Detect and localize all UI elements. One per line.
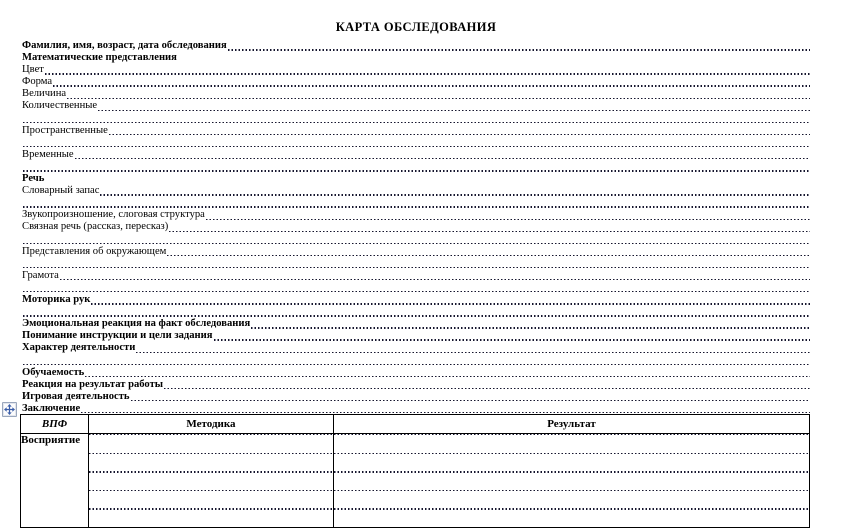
form-line: [22, 342, 810, 354]
form-line-label: Грамота: [22, 269, 59, 281]
form-line-label: Характер деятельности: [22, 342, 136, 354]
form-line: [22, 113, 810, 125]
dotted-leader: [98, 110, 810, 111]
form-line: [22, 197, 810, 209]
table-header-row: [21, 415, 810, 434]
form-line: [22, 209, 810, 221]
form-line: [22, 221, 810, 233]
dotted-leader: [67, 98, 810, 99]
dotted-leader: [334, 434, 809, 435]
form-line-label: Словарный запас: [22, 185, 100, 197]
form-line: [22, 40, 810, 52]
table-header-method: Методика: [89, 415, 334, 434]
dotted-leader: [334, 471, 809, 472]
form-line-label: Цвет: [22, 64, 44, 76]
dotted-leader: [131, 400, 810, 401]
form-line-label: Реакция на результат работы: [22, 378, 164, 390]
form-line-label: Понимание инструкции и цели задания: [22, 330, 213, 342]
form-line-label: Моторика рук: [22, 293, 91, 305]
form-line-label: Математические представления: [22, 52, 177, 64]
form-line: [22, 270, 810, 282]
dotted-leader: [89, 490, 333, 491]
dotted-leader: [53, 85, 810, 86]
document-title: КАРТА ОБСЛЕДОВАНИЯ: [335, 20, 497, 34]
four-arrows-move-icon: [4, 404, 15, 415]
table-cell-category: Восприятие: [21, 434, 89, 528]
dotted-leader: [169, 231, 810, 232]
form-line: [22, 306, 810, 318]
form-line: [22, 258, 810, 270]
form-line: [22, 149, 810, 161]
dotted-leader: [91, 303, 810, 304]
table-cell-method[interactable]: [89, 434, 334, 528]
form-line-label: Связная речь (рассказ, пересказ): [22, 221, 169, 233]
form-line: [22, 76, 810, 88]
dotted-leader: [23, 170, 810, 171]
form-line: [22, 161, 810, 173]
dotted-leader: [23, 291, 810, 292]
form-line: [22, 52, 810, 64]
dotted-leader: [23, 267, 810, 268]
form-line: [22, 64, 810, 76]
dotted-leader: [167, 255, 810, 256]
dotted-leader: [206, 219, 810, 220]
form-line-label: Звукопроизношение, слоговая структура: [22, 209, 205, 221]
dotted-leader: [228, 49, 810, 50]
dotted-leader: [334, 508, 809, 509]
table-move-handle[interactable]: [2, 402, 17, 417]
dotted-leader: [251, 327, 810, 328]
dotted-leader: [23, 243, 810, 244]
form-line-label: Форма: [22, 76, 53, 88]
dotted-leader: [109, 134, 810, 135]
form-line-label: Игровая деятельность: [22, 390, 130, 402]
dotted-leader: [136, 352, 810, 353]
dotted-leader: [45, 73, 810, 74]
form-line: [22, 379, 810, 391]
dotted-leader: [23, 146, 810, 147]
form-line-label: Временные: [22, 148, 74, 160]
dotted-leader: [23, 122, 810, 123]
form-line: [22, 391, 810, 403]
table-row: [21, 434, 810, 528]
form-line: [22, 234, 810, 246]
form-line-label: Пространственные: [22, 124, 108, 136]
dotted-leader: [334, 453, 809, 454]
dotted-leader: [164, 388, 810, 389]
dotted-leader: [214, 339, 810, 340]
dotted-leader: [89, 471, 333, 472]
form-line-label: Заключение: [22, 402, 81, 414]
form-line: [22, 282, 810, 294]
form-line-label: Обучаемость: [22, 366, 85, 378]
form-line: [22, 330, 810, 342]
dotted-leader: [23, 315, 810, 316]
form-line-label: Представления об окружающем: [22, 245, 167, 257]
form-line-label: Количественные: [22, 100, 98, 112]
dotted-leader: [334, 490, 809, 491]
dotted-leader: [60, 279, 810, 280]
form-line: [22, 173, 810, 185]
form-line: [22, 318, 810, 330]
dotted-leader: [75, 158, 810, 159]
table-header-result: Результат: [334, 415, 810, 434]
dotted-leader: [89, 508, 333, 509]
dotted-leader: [23, 364, 810, 365]
dotted-leader: [100, 194, 810, 195]
table-header-vpf: ВПФ: [21, 415, 89, 434]
dotted-leader: [89, 453, 333, 454]
dotted-leader: [85, 376, 810, 377]
dotted-leader: [89, 434, 333, 435]
form-line: [22, 294, 810, 306]
form-line-label: Фамилия, имя, возраст, дата обследования: [22, 40, 227, 51]
form-line: [22, 367, 810, 379]
form-line: [22, 246, 810, 258]
form-line-label: Эмоциональная реакция на факт обследования: [22, 318, 251, 330]
form-line: [22, 137, 810, 149]
dotted-leader: [23, 206, 810, 207]
form-line: [22, 354, 810, 366]
form-line: [22, 88, 810, 100]
assessment-table: [20, 414, 810, 528]
form-line-label: Речь: [22, 173, 45, 185]
form-line: [22, 185, 810, 197]
table-cell-result[interactable]: [334, 434, 810, 528]
form-line-label: Величина: [22, 88, 67, 100]
form-line: [22, 100, 810, 112]
form-lines: [22, 40, 810, 415]
form-line: [22, 125, 810, 137]
